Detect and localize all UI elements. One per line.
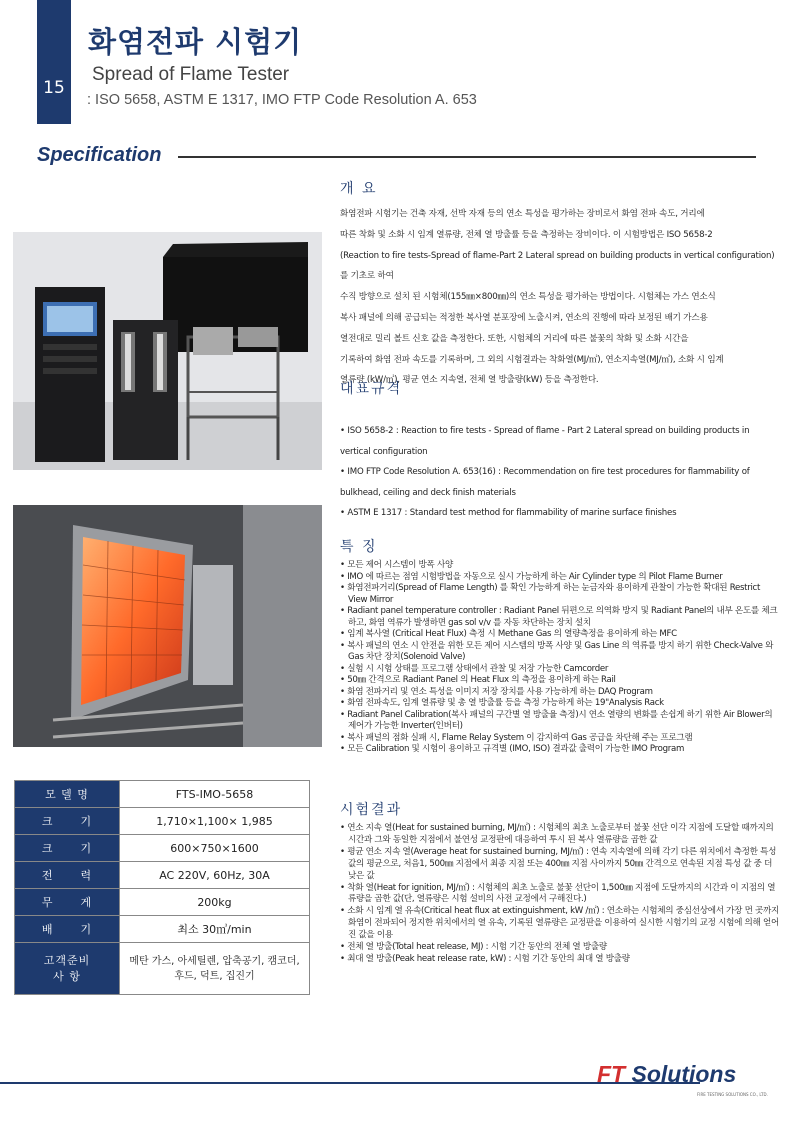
table-row [15, 862, 310, 889]
standard-item: • IMO FTP Code Resolution A. 653(16) : Recommendation on fire test procedures for flammability of bulkhead, ceiling and deck finish materials [340, 467, 750, 498]
feature-item: • 50㎜ 간격으로 Radiant Panel 의 Heat Flux 의 측정을 용이하게 하는 Rail [340, 675, 616, 685]
overview-line: 수직 방향으로 설치 된 시험체(155㎜×800㎜)의 연소 특성을 평가하는 방법이다. 시험체는 가스 연소식 [340, 292, 716, 303]
standards-heading: 대표규격 [340, 381, 403, 397]
result-item: • 연소 지속 열(Heat for sustained burning, MJ/㎡) : 시험체의 최초 노출로부터 불꽃 선단 이각 지점에 도달할 때까지의 시간과 그와 동일한 지점에서 불연성 교정판에 대응하여 투시 된 복사 열류량을 곱한 값 [340, 823, 774, 845]
feature-item: • Radiant Panel Calibration(복사 패널의 구간별 열 방출율 측정)시 연소 열량의 변화를 손쉽게 하기 위한 Air Blower의 제어가 가능한 Inverter(인버터) [340, 709, 773, 731]
table-row [15, 943, 310, 995]
overview-line: 열류량 (kW/㎡), 평균 연소 지속열, 전체 열 방출량(kW) 등을 측정한다. [340, 375, 599, 386]
table-row [15, 835, 310, 862]
logo-suffix: Solutions [625, 1061, 737, 1087]
feature-item: • 복사 패널의 연소 시 안전을 위한 모든 제어 시스템의 방폭 사양 및 Gas Line 의 역류를 방지 하기 위한 Check-Valve 와 Gas 차단 장치(Solenoid Valve) [340, 640, 774, 662]
result-item: • 평균 연소 지속 열(Average heat for sustained burning, MJ/㎡) : 연속 지속열에 의해 각기 다른 위치에서 측정한 특성 값의 평균으로, 처음1, 500㎜ 지점에서 최종 지점 또는 400㎜ 지점 사이까지 50㎜ 간격으로 연속된 지점 특성 값 중 더 낮은 값 [340, 846, 777, 881]
apparatus-photo [13, 232, 322, 470]
result-item: • 전체 열 방출(Total heat release, MJ) : 시험 기간 동안의 전체 열 방출량 [340, 942, 607, 953]
logo-prefix: FT [597, 1061, 626, 1087]
results-heading: 시험결과 [340, 802, 403, 818]
spec-value: 최소 30㎥/min [120, 916, 310, 943]
specification-heading: Specification [37, 144, 162, 166]
standard-item: • ISO 5658-2 : Reaction to fire tests - Spread of flame - Part 2 Lateral spread on building products in vertical configuration [340, 426, 750, 457]
spec-label: 전 력 [15, 862, 120, 889]
spec-label: 고객준비 사 항 [15, 943, 120, 995]
overview-line: 따른 착화 및 소화 시 임계 열류량, 전체 열 방출률 등을 측정하는 장비이다. 이 시험방법은 ISO 5658-2 [340, 229, 713, 240]
feature-item: • 화염전파거리(Spread of Flame Length) 를 확인 가능하게 하는 눈금자와 용이하게 관찰이 가능한 확대된 Restrict View Mirror [340, 583, 761, 605]
feature-item: • 모든 제어 시스템이 방폭 사양 [340, 560, 453, 570]
spec-value: FTS-IMO-5658 [120, 781, 310, 808]
table-row [15, 916, 310, 943]
feature-item: • Radiant panel temperature controller : Radiant Panel 뒤편으로 의역화 방지 및 Radiant Panel의 내부 온도를 체크하고, 화염 역류가 발생하면 gas sol v/v 를 자동 차단하는 장치 설치 [340, 606, 778, 628]
feature-item: • 실험 시 시험 상태를 프로그램 상태에서 관찰 및 저장 가능한 Camcorder [340, 663, 609, 674]
apparatus-illustration [13, 232, 322, 470]
page-subtitle: Spread of Flame Tester [92, 64, 290, 85]
logo-tagline: FIRE TESTING SOLUTIONS CO., LTD. [697, 1092, 768, 1097]
results-section [340, 799, 780, 966]
table-row [15, 808, 310, 835]
page-title: 화염전파 시험기 [88, 25, 303, 59]
footer-divider [0, 1082, 700, 1084]
overview-line: 기록하여 화염 전파 속도를 기록하며, 그 외의 시험결과는 착화열(MJ/㎡), 연소지속열(MJ/㎡), 소화 시 임계 [340, 354, 724, 365]
spec-label: 모 델 명 [15, 781, 120, 808]
spec-value: 600×750×1600 [120, 835, 310, 862]
spec-value: 200kg [120, 889, 310, 916]
table-row [15, 889, 310, 916]
spec-label: 크 기 [15, 808, 120, 835]
spec-label: 크 기 [15, 835, 120, 862]
heading-divider [178, 156, 756, 158]
spec-label: 배 기 [15, 916, 120, 943]
standards-line: : ISO 5658, ASTM E 1317, IMO FTP Code Resolution A. 653 [87, 92, 477, 108]
feature-item: • 화염 전파속도, 임계 열류량 및 총 열 방출률 등을 측정 가능하게 하는 19"Analysis Rack [340, 698, 664, 708]
feature-item: • 복사 패널의 점화 실패 시, Flame Relay System 이 감지하여 Gas 공급을 차단해 주는 프로그램 [340, 732, 693, 743]
spec-label: 무 게 [15, 889, 120, 916]
table-row [15, 781, 310, 808]
spec-value: 메탄 가스, 아세틸렌, 압축공기, 캠코더, 후드, 덕트, 집진기 [120, 943, 310, 995]
overview-line: 복사 패널에 의해 공급되는 적정한 복사열 분포장에 노출시켜, 연소의 진행에 따라 보정된 배기 가스용 [340, 312, 708, 323]
overview-heading: 개 요 [340, 181, 378, 197]
overview-line: (Reaction to fire tests-Spread of flame-Part 2 Lateral spread on building products in vertical configuration) 를 기초로 하여 [340, 250, 775, 282]
result-item: • 최대 열 방출(Peak heat release rate, kW) : 시험 기간 동안의 최대 열 방출량 [340, 953, 630, 964]
feature-item: • IMO 에 따르는 점염 시험방법을 자동으로 실시 가능하게 하는 Air Cylinder type 의 Pilot Flame Burner [340, 571, 723, 582]
result-item: • 착화 열(Heat for ignition, MJ/㎡) : 시험체의 최초 노출로 불꽃 선단이 1,500㎜ 지점에 도달까지의 시간과 이 지점의 열류량을 곱한 값(단, 열류량은 시험 설비의 사전 교정에서 구해진다.) [340, 882, 776, 905]
company-logo [597, 1061, 736, 1088]
spec-value: 1,710×1,100× 1,985 [120, 808, 310, 835]
radiant-panel-photo [13, 505, 322, 747]
features-heading: 특 징 [340, 539, 378, 555]
page-number: 15 [43, 78, 65, 98]
result-item: • 소화 시 임계 열 유속(Critical heat flux at extinguishment, kW /㎡) : 연소하는 시험체의 중심선상에서 가장 먼 곳까지 화염이 전파되어 정지한 위치에서의 열 유속, 기록된 열류량은 교정판을 이용하여 실시한 시험기의 교정 시험에 의해 얻어진 값을 이용 [340, 906, 780, 941]
page-number-badge [37, 0, 71, 124]
overview-line: 열전대로 밀리 볼트 신호 값을 측정한다. 또한, 시험체의 거리에 따른 불꽃의 착화 및 소화 시간을 [340, 333, 689, 344]
feature-item: • 화염 전파거리 및 연소 특성을 이미지 저장 장치를 사용 가능하게 하는 DAQ Program [340, 686, 653, 697]
standard-item: • ASTM E 1317 : Standard test method for flammability of marine surface finishes [340, 508, 677, 518]
overview-line: 화염전파 시험기는 건축 자재, 선박 자재 등의 연소 특성을 평가하는 장비로서 화염 전파 속도, 거리에 [340, 209, 705, 219]
feature-item: • 임계 복사열 (Critical Heat Flux) 측정 시 Methane Gas 의 열량측정을 용이하게 하는 MFC [340, 629, 677, 639]
spec-table [14, 780, 310, 995]
radiant-panel-illustration [13, 505, 322, 747]
spec-value: AC 220V, 60Hz, 30A [120, 862, 310, 889]
standards-section [340, 378, 780, 524]
features-section [340, 536, 780, 756]
feature-item: • 모든 Calibration 및 시험이 용이하고 규격별 (IMO, ISO) 결과값 출력이 가능한 IMO Program [340, 744, 685, 754]
overview-section [340, 178, 780, 391]
overview-body [340, 204, 780, 391]
